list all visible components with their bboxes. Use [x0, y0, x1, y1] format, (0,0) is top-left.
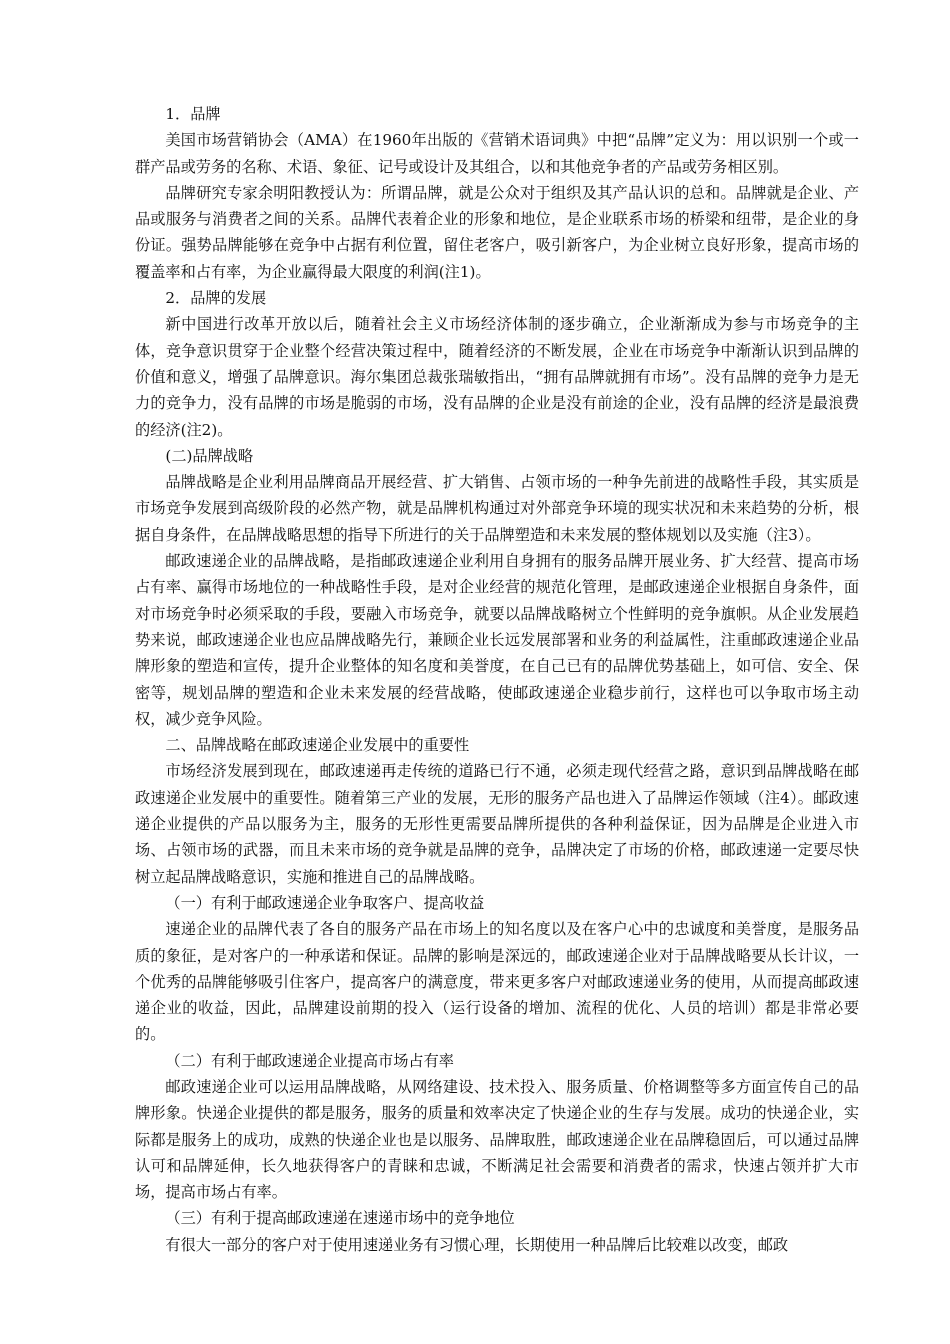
section-heading-importance: 二、品牌战略在邮政速递企业发展中的重要性 — [165, 736, 470, 755]
paragraph: 美国市场营销协会（AMA）在1960年出版的《营销术语词典》中把“品牌”定义为：用以识别一个或一群产品或劳务的名称、术语、象征、记号或设计及其组合，以和其他竞争者的产品或劳务相区别。 — [135, 131, 859, 176]
paragraph: 邮政速递企业可以运用品牌战略，从网络建设、技术投入、服务质量、价格调整等多方面宣传自己的品牌形象。快递企业提供的都是服务，服务的质量和效率决定了快递企业的生存与发展。成功的快递企业，实际都是服务上的成功，成熟的快递企业也是以服务、品牌取胜，邮政速递企业在品牌稳固后，可以通过品牌认可和品牌延伸，长久地获得客户的青睐和忠诚，不断满足社会需要和消费者的需求，快速占领并扩大市场，提高市场占有率。 — [135, 1077, 859, 1202]
paragraph: 品牌研究专家余明阳教授认为：所谓品牌，就是公众对于组织及其产品认识的总和。品牌就是企业、产品或服务与消费者之间的关系。品牌代表着企业的形象和地位，是企业联系市场的桥梁和纽带，是企业的身份证。强势品牌能够在竞争中占据有利位置，留住老客户，吸引新客户，为企业树立良好形象，提高市场的覆盖率和占有率，为企业赢得最大限度的利润(注1)。 — [135, 183, 859, 281]
subheading-competitive-position: （三）有利于提高邮政速递在速递市场中的竞争地位 — [165, 1209, 515, 1228]
paragraph: 市场经济发展到现在，邮政速递再走传统的道路已行不通，必须走现代经营之路，意识到品牌战略在邮政速递企业发展中的重要性。随着第三产业的发展，无形的服务产品也进入了品牌运作领域（注4）。邮政速递企业提供的产品以服务为主，服务的无形性更需要品牌所提供的各种利益保证，因为品牌是企业进入市场、占领市场的武器，而且未来市场的竞争就是品牌的竞争，品牌决定了市场的价格，邮政速递一定要尽快树立起品牌战略意识，实施和推进自己的品牌战略。 — [135, 762, 859, 886]
paragraph: 有很大一部分的客户对于使用速递业务有习惯心理，长期使用一种品牌后比较难以改变，邮政 — [165, 1235, 789, 1254]
subheading-customers-revenue: （一）有利于邮政速递企业争取客户、提高收益 — [165, 893, 485, 912]
heading-brand: 1．品牌 — [165, 105, 221, 123]
paragraph: 新中国进行改革开放以后，随着社会主义市场经济体制的逐步确立，企业渐渐成为参与市场竞争的主体，竞争意识贯穿于企业整个经营决策过程中，随着经济的不断发展，企业在市场竞争中渐渐认识到品牌的价值和意义，增强了品牌意识。海尔集团总裁张瑞敏指出，“拥有品牌就拥有市场”。没有品牌的竞争力是无力的竞争力，没有品牌的市场是脆弱的市场，没有品牌的企业是没有前途的企业，没有品牌的经济是最浪费的经济(注2)。 — [135, 315, 859, 439]
subheading-market-share: （二）有利于邮政速递企业提高市场占有率 — [165, 1051, 454, 1070]
heading-brand-strategy: (二)品牌战略 — [165, 446, 254, 465]
paragraph: 邮政速递企业的品牌战略，是指邮政速递企业利用自身拥有的服务品牌开展业务、扩大经营、提高市场占有率、赢得市场地位的一种战略性手段，是对企业经营的规范化管理，是邮政速递企业根据自身条件，面对市场竞争时必须采取的手段，要融入市场竞争，就要以品牌战略树立个性鲜明的竞争旗帜。从企业发展趋势来说，邮政速递企业也应品牌战略先行，兼顾企业长远发展部署和业务的利益属性，注重邮政速递企业品牌形象的塑造和宣传，提升企业整体的知名度和美誉度，在自己已有的品牌优势基础上，如可信、安全、保密等，规划品牌的塑造和企业未来发展的经营战略，使邮政速递企业稳步前行，这样也可以争取市场主动权，减少竞争风险。 — [135, 552, 859, 728]
paragraph: 品牌战略是企业利用品牌商品开展经营、扩大销售、占领市场的一种争先前进的战略性手段，其实质是市场竞争发展到高级阶段的必然产物，就是品牌机构通过对外部竞争环境的现实状况和未来趋势的分析，根据自身条件，在品牌战略思想的指导下所进行的关于品牌塑造和未来发展的整体规划以及实施（注3）。 — [135, 473, 859, 544]
heading-brand-development: 2．品牌的发展 — [165, 289, 267, 308]
paragraph: 速递企业的品牌代表了各自的服务产品在市场上的知名度以及在客户心中的忠诚度和美誉度，是服务品质的象征，是对客户的一种承诺和保证。品牌的影响是深远的，邮政速递企业对于品牌战略要从长计议，一个优秀的品牌能够吸引住客户，提高客户的满意度，带来更多客户对邮政速递业务的使用，从而提高邮政速递企业的收益，因此，品牌建设前期的投入（运行设备的增加、流程的优化、人员的培训）都是非常必要的。 — [135, 920, 859, 1044]
document-body — [135, 101, 859, 1258]
